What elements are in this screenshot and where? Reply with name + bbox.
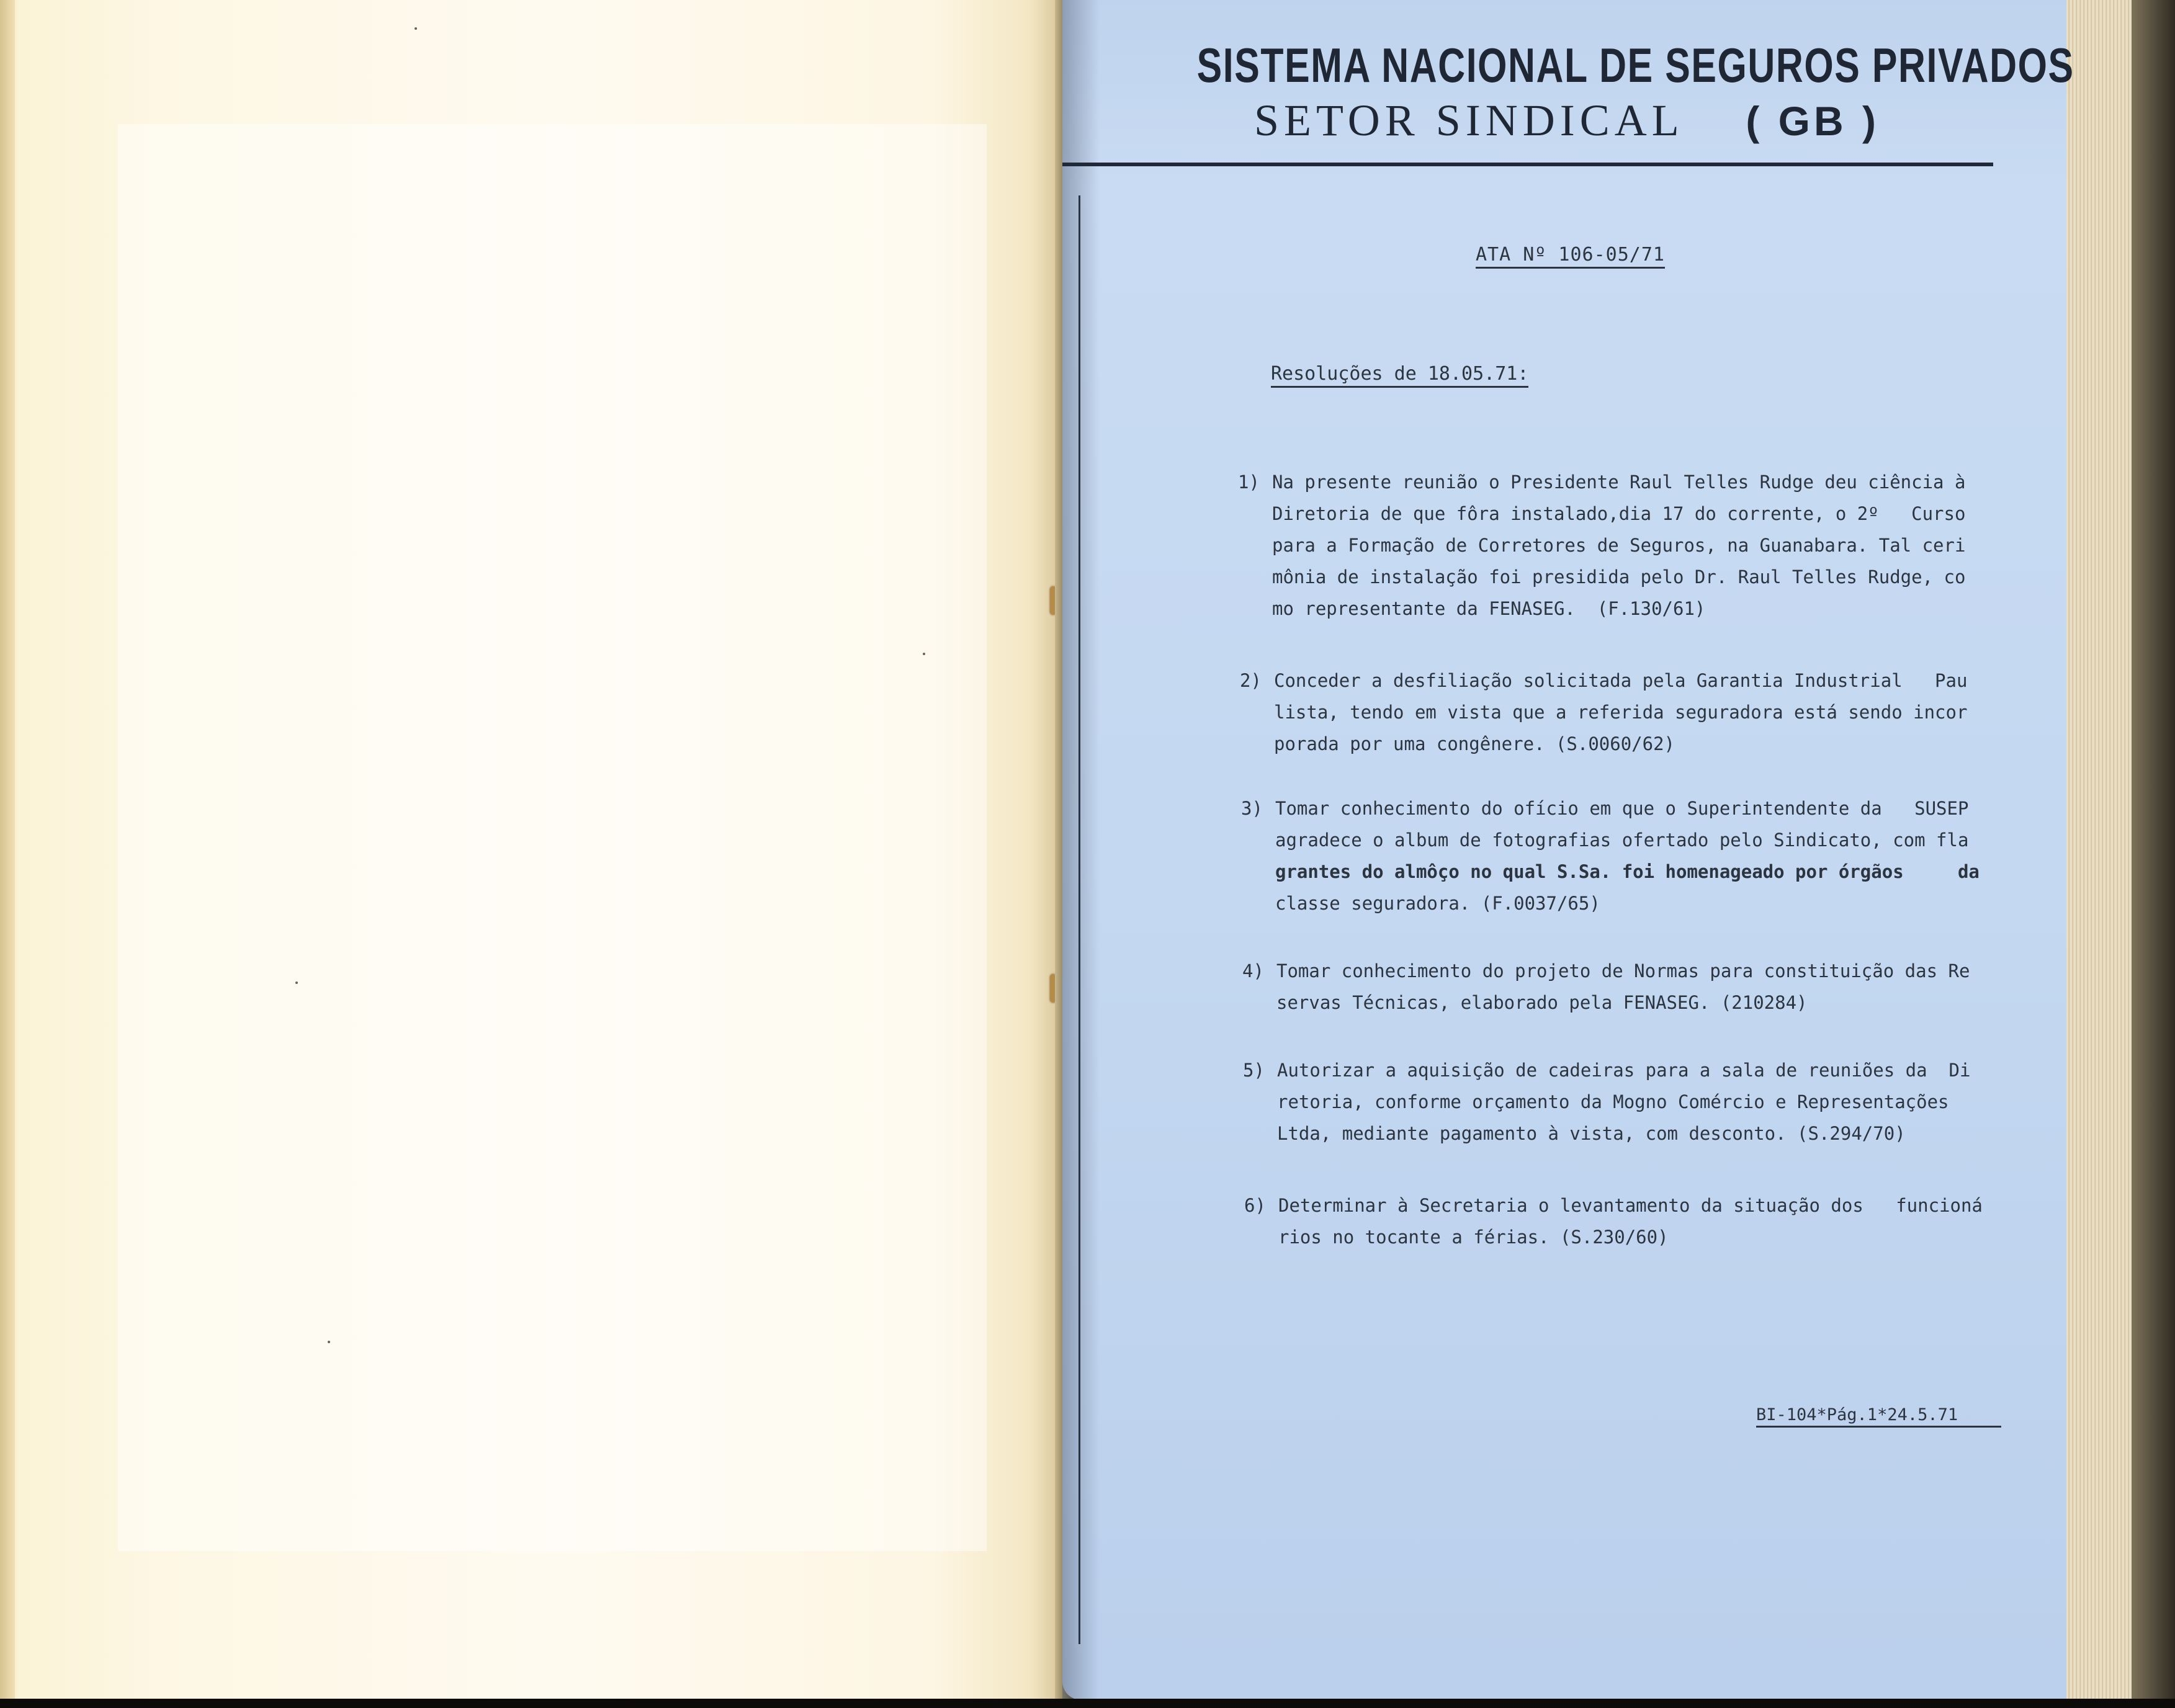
letterhead-title: SISTEMA NACIONAL DE SEGUROS PRIVADOS [1196, 38, 2074, 92]
item-line: mo representante da FENASEG. (F.130/61) [1272, 598, 1706, 619]
scan-bottom-border [0, 1699, 2175, 1708]
resolution-item [1240, 665, 1968, 760]
ata-number: ATA Nº 106-05/71 [1476, 244, 1665, 269]
resolution-item [1238, 467, 1966, 625]
item-number: 2) [1240, 670, 1262, 691]
resolution-item [1244, 1190, 1983, 1253]
left-blank-page [0, 0, 1060, 1708]
resolutions-heading: Resoluções de 18.05.71: [1271, 363, 1528, 388]
item-number: 6) [1244, 1195, 1266, 1216]
item-line: classe seguradora. (F.0037/65) [1275, 893, 1600, 914]
item-line: Na presente reunião o Presidente Raul Telles Rudge deu ciência à [1272, 472, 1966, 493]
paper-speck [415, 27, 417, 30]
item-line: servas Técnicas, elaborado pela FENASEG. (210284) [1276, 992, 1808, 1013]
book-page-edges [2066, 0, 2175, 1708]
item-line: agradece o album de fotografias ofertado pelo Sindicato, com fla [1275, 829, 1969, 851]
margin-rule [1079, 195, 1080, 1644]
page-reference: BI-104*Pág.1*24.5.71 [1756, 1405, 2001, 1428]
item-line: retoria, conforme orçamento da Mogno Comércio e Representações [1277, 1091, 1949, 1112]
left-page-edge [0, 0, 15, 1708]
item-number: 1) [1238, 472, 1260, 493]
letterhead-region: ( GB ) [1746, 98, 1880, 144]
item-line: Conceder a desfiliação solicitada pela Garantia Industrial Pau [1274, 670, 1968, 691]
paper-speck [923, 653, 925, 655]
item-line: Tomar conhecimento do projeto de Normas para constituição das Re [1276, 960, 1970, 981]
paper-speck [295, 981, 298, 984]
item-number: 5) [1243, 1060, 1265, 1081]
item-line: para a Formação de Corretores de Seguros, na Guanabara. Tal ceri [1272, 535, 1966, 556]
item-number: 4) [1242, 960, 1264, 981]
item-line: grantes do almôço no qual S.Sa. foi homenageado por órgãos da [1275, 861, 1980, 882]
item-line: Ltda, mediante pagamento à vista, com desconto. (S.294/70) [1277, 1123, 1906, 1144]
item-line: rios no tocante a férias. (S.230/60) [1278, 1227, 1669, 1248]
paper-speck [328, 1341, 330, 1343]
item-line: Diretoria de que fôra instalado,dia 17 do corrente, o 2º Curso [1272, 503, 1966, 524]
letterhead [1062, 37, 2084, 146]
item-line: lista, tendo em vista que a referida seguradora está sendo incor [1274, 702, 1968, 723]
item-line: porada por uma congênere. (S.0060/62) [1274, 733, 1675, 754]
letterhead-sector: SETOR SINDICAL [1254, 96, 1684, 145]
letterhead-subtitle [1050, 95, 2084, 146]
item-line: Determinar à Secretaria o levantamento da situação dos funcioná [1278, 1195, 1983, 1216]
book-cover-edge [2132, 0, 2175, 1708]
gutter-shadow [1062, 0, 1100, 1700]
resolution-item [1241, 793, 1980, 919]
item-line: Autorizar a aquisição de cadeiras para a sala de reuniões da Di [1277, 1060, 1971, 1081]
letterhead-rule [1062, 163, 1993, 166]
item-number: 3) [1241, 798, 1263, 819]
resolution-item [1242, 955, 1970, 1019]
item-line: mônia de instalação foi presidida pelo Dr. Raul Telles Rudge, co [1272, 566, 1966, 588]
resolution-item [1243, 1055, 1971, 1150]
left-page-faded-area [118, 124, 987, 1551]
item-line: Tomar conhecimento do ofício em que o Superintendente da SUSEP [1275, 798, 1969, 819]
